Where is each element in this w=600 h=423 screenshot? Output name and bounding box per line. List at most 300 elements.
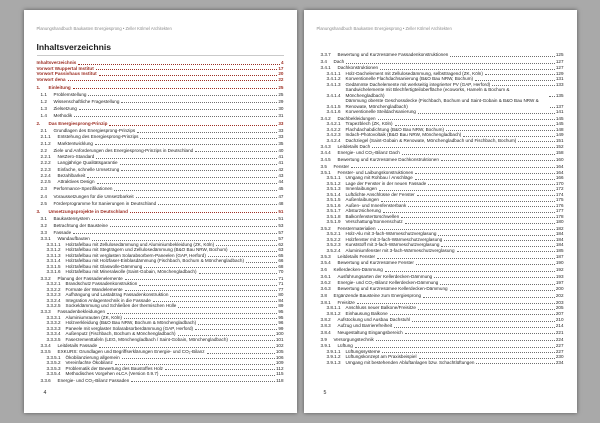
- toc-entry-number: 3.8.4: [320, 329, 331, 335]
- toc-entry[interactable]: [37, 179, 284, 185]
- toc-entry-label: Außen- und Innenfensterbank: [345, 202, 407, 208]
- toc-entry-label: Bewertung und Kurzresümee Dachkonstruktionen: [337, 156, 439, 162]
- toc-entry-number: 3.3.1.5: [46, 263, 61, 269]
- toc-leader-dots: [88, 95, 277, 96]
- toc-entry-label: Performance-Spezifikationen: [53, 186, 113, 192]
- toc-leader-dots: [170, 296, 277, 297]
- toc-leader-dots: [73, 233, 277, 234]
- toc-entry[interactable]: [317, 157, 564, 163]
- toc-entry[interactable]: [317, 337, 564, 343]
- toc-leader-dots: [463, 136, 554, 137]
- toc-leader-dots: [165, 369, 275, 370]
- toc-leader-dots: [441, 246, 554, 247]
- toc-entry[interactable]: [37, 128, 284, 134]
- toc-leader-dots: [418, 113, 555, 114]
- toc-leader-dots: [99, 347, 275, 348]
- toc-entry-number: 3.3.1.1: [46, 241, 61, 247]
- toc-leader-dots: [92, 219, 278, 220]
- toc-entry-page: 45: [278, 186, 284, 192]
- toc-entry[interactable]: [37, 337, 284, 343]
- toc-entry-page: 187: [555, 254, 564, 260]
- toc-entry-label: Lüftungskonzept am Praxisbeispiel: [345, 354, 417, 360]
- toc-leader-dots: [195, 151, 277, 152]
- toc-leader-dots: [121, 170, 277, 171]
- toc-entry-label: Ausführungsarten der Kellerdecken-Dämmung: [337, 273, 433, 279]
- toc-entry-number: 3.5.1.1: [326, 175, 341, 181]
- toc-entry-number: 3.4.2.2: [326, 126, 341, 132]
- toc-leader-dots: [78, 64, 280, 65]
- toc-entry-label: Aufhängung und Lastabtrag Fassadenkonstruktion: [65, 292, 169, 298]
- toc-leader-dots: [383, 212, 555, 213]
- toc-leader-dots: [87, 177, 277, 178]
- toc-entry[interactable]: [37, 99, 284, 105]
- toc-entry-page: 190: [555, 260, 564, 266]
- toc-entry[interactable]: [317, 267, 564, 273]
- toc-entry-label: Trapezblech (ZK, Köln): [345, 121, 393, 127]
- toc-entry[interactable]: [37, 194, 284, 200]
- toc-entry-number: 3.4.2: [320, 115, 331, 121]
- toc-entry-label: Aluminiumfenster mit 3-fach-Wärmeschutzverglasung: [345, 247, 455, 253]
- toc-entry[interactable]: [317, 260, 564, 266]
- toc-leader-dots: [199, 273, 278, 274]
- toc-entry[interactable]: [37, 113, 284, 119]
- toc-entry-page: 145: [555, 121, 564, 127]
- toc-entry[interactable]: [37, 173, 284, 179]
- toc-entry-number: 3.5.1.4: [326, 191, 341, 197]
- toc-entry[interactable]: [37, 160, 284, 166]
- toc-entry[interactable]: [37, 186, 284, 192]
- toc-entry-number: 3.: [36, 208, 41, 214]
- toc-entry-page: 166: [555, 175, 564, 181]
- toc-entry-page: 20: [278, 71, 284, 76]
- toc-leader-dots: [441, 160, 555, 161]
- toc-entry-number: 1.4: [40, 112, 47, 118]
- toc-entry-number: 3.2: [40, 222, 47, 228]
- toc-leader-dots: [178, 335, 275, 336]
- toc-entry-number: 3.5.1: [320, 169, 331, 175]
- toc-entry-number: 1.1: [40, 91, 47, 97]
- toc-entry[interactable]: [317, 360, 564, 366]
- toc-entry-number: 3.4.2.1: [326, 121, 341, 127]
- toc-entry[interactable]: [317, 280, 564, 286]
- toc-entry[interactable]: [37, 148, 284, 154]
- toc-entry-label: Außenlaibungen: [345, 197, 379, 203]
- toc-leader-dots: [73, 88, 278, 89]
- page-number-right: 5: [323, 390, 327, 396]
- toc-entry-label: Bezahlbarkeit: [57, 173, 86, 179]
- toc-entry-page: 109: [275, 360, 284, 366]
- toc-entry-number: 3.5.4: [320, 260, 331, 266]
- toc-entry[interactable]: [37, 141, 284, 147]
- toc-entry[interactable]: [37, 201, 284, 207]
- toc-entry-page: 178: [555, 213, 564, 219]
- toc-leader-dots: [376, 340, 555, 341]
- toc-leader-dots: [107, 313, 277, 314]
- toc-entry-number: 3.3.1.2: [46, 247, 61, 253]
- toc-entry-page: 68: [278, 263, 284, 269]
- toc-entry-page: 184: [555, 231, 564, 237]
- toc-entry[interactable]: [317, 59, 564, 65]
- toc-entry-label: Holz-Alu mit 3-fach-Wärmeschutzverglasung: [345, 231, 437, 237]
- toc-leader-dots: [446, 130, 555, 131]
- page-left: [24, 10, 297, 413]
- toc-entry[interactable]: [317, 164, 564, 170]
- toc-leader-dots: [357, 303, 555, 304]
- toc-entry-number: 3.5.1.2: [326, 180, 341, 186]
- toc-leader-dots: [110, 226, 277, 227]
- toc-entry-page: 51: [278, 215, 284, 221]
- toc-leader-dots: [97, 183, 278, 184]
- toc-list-right: [317, 52, 564, 365]
- toc-entry-number: 3.5.2.4: [326, 247, 341, 253]
- toc-entry-page: 57: [278, 236, 284, 242]
- toc-entry-page: 174: [555, 191, 564, 197]
- toc-entry-number: 1.: [36, 84, 41, 90]
- toc-leader-dots: [114, 190, 277, 191]
- toc-entry-number: 3.3.3.4: [46, 331, 61, 337]
- toc-entry[interactable]: [37, 223, 284, 229]
- toc-entry-page: 224: [555, 336, 564, 342]
- toc-leader-dots: [125, 290, 278, 291]
- toc-entry-number: 2.2.5: [40, 179, 51, 185]
- running-header: Planungshandbuch Baukasten Energiesprong • Zeller Kölmel Architekten: [316, 26, 452, 31]
- toc-entry-page: 164: [555, 163, 564, 169]
- toc-entry-number: 2.1.2: [40, 140, 51, 146]
- toc-leader-dots: [125, 279, 278, 280]
- toc-entry-label: Brandschutz Fassadenkonstruktion: [65, 281, 138, 287]
- toc-entry-number: 3.4.2.4: [326, 137, 341, 143]
- toc-entry-page: 31: [278, 112, 284, 118]
- toc-entry-number: 2.2.3: [40, 166, 51, 172]
- toc-leader-dots: [96, 158, 277, 159]
- toc-entry-page: 40: [278, 147, 284, 153]
- toc-leader-dots: [440, 284, 554, 285]
- toc-leader-dots: [130, 212, 277, 213]
- toc-entry-label: Bewertung und Kurzresümee Fassadenkonstruktionen: [337, 52, 449, 57]
- toc-entry-label: Vorwort Wuppertal Institut: [36, 65, 94, 71]
- toc-leader-dots: [140, 138, 277, 139]
- toc-entry[interactable]: [317, 330, 564, 336]
- toc-entry-number: 3.4.1.1: [326, 70, 341, 76]
- toc-entry[interactable]: [317, 293, 564, 299]
- toc-entry-number: 3.3.5: [40, 349, 51, 355]
- toc-entry-page: 214: [555, 323, 564, 329]
- toc-leader-dots: [99, 75, 278, 76]
- toc-entry-page: 177: [555, 208, 564, 214]
- toc-entry-label: Vorwort Passivhaus Institut: [36, 71, 97, 76]
- toc-leader-dots: [92, 240, 278, 241]
- toc-entry-page: 51: [278, 208, 284, 214]
- toc-leader-dots: [131, 381, 275, 382]
- toc-entry-number: 3.4.1: [320, 65, 331, 71]
- toc-leader-dots: [417, 195, 555, 196]
- toc-entry-number: 3.5.2: [320, 225, 331, 231]
- toc-entry-number: 3.8.2: [320, 317, 331, 323]
- toc-leader-dots: [476, 363, 554, 364]
- toc-leader-dots: [124, 318, 277, 319]
- toc-leader-dots: [438, 235, 554, 236]
- toc-entry-label: Vorwort dena: [36, 76, 66, 82]
- toc-entry-label: Fenster- und Laibungskonstruktionen: [337, 169, 414, 175]
- toc-entry[interactable]: [37, 216, 284, 222]
- toc-entry-label: Lage der Fenster in der neuen Fassade: [345, 180, 427, 186]
- toc-entry-label: Vereinfachte Ökobilanz: [65, 360, 113, 366]
- toc-entry-label: Bewertung und Kurzresümee Kellerdecken-Dämmung: [337, 286, 448, 292]
- toc-entry-label: Fenster: [333, 163, 350, 169]
- toc-entry-number: 3.4.3: [320, 143, 331, 149]
- toc-entry-label: Sandwichelemente mit Blechfertigteiloberfläche (ecoworks, Hameln & Bochum & Mönchengladbach): [345, 87, 510, 98]
- toc-entry-number: 3.8: [320, 293, 327, 299]
- toc-entry[interactable]: [317, 254, 564, 260]
- toc-entry-page: 129: [555, 70, 564, 76]
- toc-entry-page: 48: [278, 200, 284, 206]
- toc-entry-label: Inhaltsverzeichnis: [36, 60, 77, 65]
- toc-entry-page: 112: [276, 365, 284, 371]
- toc-entry-label: Absturzsicherung: [345, 208, 381, 214]
- toc-entry-label: Methodisches Vorgehen eLCA (Version 0.9.7): [65, 371, 159, 377]
- toc-entry[interactable]: [37, 134, 284, 140]
- toc-entry-page: 227: [555, 343, 564, 349]
- toc-entry-page: 106: [275, 354, 284, 360]
- toc-entry-label: Wandaufbauten: [57, 236, 90, 242]
- toc-leader-dots: [74, 116, 277, 117]
- toc-entry-page: 145: [555, 115, 564, 121]
- toc-leader-dots: [198, 324, 277, 325]
- toc-entry-page: 160: [555, 156, 564, 162]
- toc-leader-dots: [230, 251, 278, 252]
- toc-entry-number: 3.9.1: [320, 343, 331, 349]
- toc-entry-label: Konventionelle Steildachsanierung: [345, 109, 416, 115]
- toc-entry-page: 77: [278, 286, 284, 292]
- toc-entry-page: 33: [278, 121, 284, 127]
- toc-entry-page: 203: [555, 299, 564, 305]
- toc-entry-number: 3.4.1.3: [326, 81, 341, 87]
- toc-entry-page: 62: [278, 241, 284, 247]
- toc-leader-dots: [208, 256, 278, 257]
- toc-entry-label: Energie- und CO₂-Bilanz Kellerdecken-Dämmung: [337, 280, 439, 286]
- toc-entry-number: 3.8.3: [320, 323, 331, 329]
- toc-entry-number: 3.5.2.3: [326, 242, 341, 248]
- toc-leader-dots: [109, 125, 277, 126]
- toc-entry-number: 3.8.1.2: [326, 310, 341, 316]
- toc-entry-number: 2.4: [40, 193, 47, 199]
- toc-entry-page: 43: [278, 173, 284, 179]
- toc-entry[interactable]: [317, 87, 564, 98]
- toc-entry-page: 230: [555, 354, 564, 360]
- toc-entry-number: 2.1.1: [40, 134, 51, 140]
- toc-entry[interactable]: [317, 138, 564, 144]
- toc-leader-dots: [405, 333, 555, 334]
- toc-entry-label: Holz-Dachelement mit Zellulosedämmung, selbsttragend (ZK, Köln): [345, 70, 483, 76]
- toc-entry-label: Langjährige Qualitätsgarantie: [57, 160, 118, 166]
- toc-entry-page: 158: [555, 150, 564, 156]
- toc-entry-label: Holztafelbau mit verglasten Solarabsorbern-Paneelen (GAP, Herford): [65, 252, 206, 258]
- toc-leader-dots: [139, 285, 277, 286]
- toc-leader-dots: [518, 141, 554, 142]
- toc-leader-dots: [95, 144, 277, 145]
- toc-entry-label: Holztafelbau mit Zellulosedämmung und Aluminiumbekleidung (ZK, Köln): [65, 241, 215, 247]
- toc-entry[interactable]: [317, 150, 564, 156]
- toc-entry[interactable]: [37, 303, 284, 309]
- toc-entry-number: 2.1: [40, 128, 47, 134]
- toc-entry-label: Einleitung: [48, 84, 71, 90]
- toc-leader-dots: [492, 85, 555, 86]
- toc-entry[interactable]: [37, 167, 284, 173]
- toc-entry-page: 131: [555, 76, 564, 82]
- toc-entry-label: Zielsetzung: [53, 105, 77, 111]
- toc-entry-number: 3.4.1.6: [326, 109, 341, 115]
- toc-entry-number: 3.4.1.4: [326, 92, 341, 98]
- toc-entry[interactable]: [37, 371, 284, 377]
- toc-entry-number: 3.4.1.5: [326, 103, 341, 109]
- toc-entry[interactable]: [317, 311, 564, 317]
- toc-entry-page: 202: [555, 293, 564, 299]
- toc-entry-label: Attraktives Design: [57, 179, 95, 185]
- toc-entry-label: Voraussetzungen für die Umsetzbarkeit: [53, 193, 134, 199]
- toc-entry-page: 205: [555, 305, 564, 311]
- toc-entry[interactable]: [317, 323, 564, 329]
- toc-entry-number: 2.3: [40, 186, 47, 192]
- page-number-left: 4: [43, 390, 47, 396]
- toc-leader-dots: [382, 352, 555, 353]
- toc-entry-label: Balkonfenstertürschwellen: [345, 213, 400, 219]
- toc-entry-page: 164: [555, 169, 564, 175]
- toc-entry-label: Betrachtung der Bausteine: [53, 222, 108, 228]
- toc-entry-label: Problematik der Bewertung des Baustoffes Holz: [65, 365, 163, 371]
- toc-entry-page: 170: [555, 180, 564, 186]
- toc-entry[interactable]: [317, 52, 564, 58]
- toc-leader-dots: [79, 109, 277, 110]
- toc-entry[interactable]: [317, 219, 564, 225]
- toc-entry-page: 193: [555, 273, 564, 279]
- toc-entry-label: Dämmung oberste Geschossdecke (Fischbach, Bochum und Saint-Gobain & B&O Bau NRW & Renowate, Mönchengladbach): [345, 98, 539, 109]
- toc-entry-number: 3.5.1.3: [326, 186, 341, 192]
- toc-leader-dots: [385, 271, 555, 272]
- toc-entry-page: 133: [555, 81, 564, 87]
- toc-entry[interactable]: [37, 269, 284, 275]
- toc-entry[interactable]: [37, 106, 284, 112]
- toc-entry-page: 141: [555, 109, 564, 115]
- toc-entry-label: Grundlagen des Energiesprong-Prinzips: [53, 128, 136, 134]
- toc-entry-label: Ergänzende Bausteine zum Energiesprong: [333, 293, 422, 299]
- toc-entry[interactable]: [317, 98, 564, 109]
- toc-entry-label: Wissenschaftliche Fragestellung: [53, 98, 120, 104]
- toc-entry-label: Außenputz (Fischbach, Bochum & Mönchengladbach): [65, 331, 176, 337]
- toc-leader-dots: [246, 262, 277, 263]
- toc-entry-page: 65: [278, 252, 284, 258]
- toc-entry-label: Energie- und CO₂-Bilanz Dach: [337, 150, 400, 156]
- toc-entry-label: Ziele und Anforderungen des Energiesprong-Prinzips in Deutschland: [53, 147, 194, 153]
- toc-entry-number: 3.5.1.8: [326, 213, 341, 219]
- toc-entry-page: 22: [278, 76, 284, 82]
- toc-entry-page: 35: [278, 140, 284, 146]
- toc-entry[interactable]: [317, 317, 564, 323]
- toc-entry[interactable]: [37, 343, 284, 349]
- toc-entry-page: 118: [276, 377, 284, 383]
- toc-leader-dots: [408, 206, 555, 207]
- toc-entry-number: 3.6.1: [320, 273, 331, 279]
- toc-leader-dots: [377, 258, 555, 259]
- toc-entry-label: Holzfenster mit 3-fach-Wärmeschutzverglasung: [345, 236, 443, 242]
- toc-leader-dots: [230, 340, 275, 341]
- toc-entry-label: Sockeldämmung und Schließen der thermischen Hülle: [65, 303, 177, 309]
- toc-leader-dots: [423, 297, 555, 298]
- toc-entry-label: Fenstermaterialien: [337, 225, 376, 231]
- toc-entry-number: 3.3.5.2: [46, 360, 61, 366]
- toc-entry-label: Innenlaibungen: [345, 186, 377, 192]
- toc-entry-page: 151: [555, 137, 564, 143]
- toc-entry-page: 127: [555, 65, 564, 71]
- toc-entry-number: 3.5: [320, 163, 327, 169]
- toc-entry-number: 2.2: [40, 147, 47, 153]
- toc-entry-page: 53: [278, 222, 284, 228]
- toc-entry-number: 3.3.2.1: [46, 281, 61, 287]
- toc-leader-dots: [416, 264, 555, 265]
- toc-entry-number: 3.9: [320, 336, 327, 342]
- toc-entry-page: 95: [278, 309, 284, 315]
- toc-leader-dots: [372, 147, 555, 148]
- toc-entry[interactable]: [317, 248, 564, 254]
- toc-entry-label: Holzverkleidung (B&O Bau NRW, Bochum & Mönchengladbach): [65, 320, 197, 326]
- toc-entry-number: 3.3.5.1: [46, 354, 61, 360]
- toc-entry-page: 57: [278, 229, 284, 235]
- toc-entry-label: Holztafelbau mit Mineralwolle (Saint-Gobain, Mönchengladbach): [65, 269, 197, 275]
- toc-entry-number: 3.4.2.3: [326, 132, 341, 138]
- toc-entry-number: 3.9.1.3: [326, 359, 341, 365]
- toc-entry-page: 70: [278, 269, 284, 275]
- toc-entry-number: 3.3.1: [40, 236, 51, 242]
- toc-entry[interactable]: [317, 144, 564, 150]
- toc-entry-label: Lüftung: [337, 343, 353, 349]
- toc-leader-dots: [137, 132, 277, 133]
- toc-entry-number: 3.3.1.3: [46, 252, 61, 258]
- toc-leader-dots: [550, 107, 555, 108]
- toc-entry[interactable]: [37, 77, 284, 83]
- toc-entry-label: Dachbekleidungen: [337, 115, 376, 121]
- toc-leader-dots: [394, 327, 555, 328]
- toc-leader-dots: [390, 314, 555, 315]
- toc-leader-dots: [419, 358, 555, 359]
- toc-entry-number: 3.5.1.5: [326, 197, 341, 203]
- toc-entry[interactable]: [37, 209, 284, 215]
- toc-entry[interactable]: [37, 378, 284, 384]
- toc-entry[interactable]: [37, 121, 284, 127]
- toc-entry[interactable]: [37, 92, 284, 98]
- toc-entry[interactable]: [317, 109, 564, 115]
- toc-entry-page: 221: [555, 329, 564, 335]
- toc-entry-label: Marktentwicklung: [57, 140, 93, 146]
- toc-entry[interactable]: [37, 230, 284, 236]
- toc-entry[interactable]: [37, 85, 284, 91]
- toc-entry-label: Anschluss neuer Balkone/Freisitze: [345, 305, 416, 311]
- toc-entry-page: 152: [555, 143, 564, 149]
- toc-entry-number: 3.9.1.1: [326, 348, 341, 354]
- toc-entry[interactable]: [317, 286, 564, 292]
- toc-entry-label: Fassade: [53, 229, 72, 235]
- toc-entry-page: 17: [278, 65, 284, 71]
- toc-entry[interactable]: [37, 154, 284, 160]
- toc-entry-label: Integration Anlagentechnik in die Fassade: [65, 297, 151, 303]
- toc-entry-number: 3.4.4: [320, 150, 331, 156]
- toc-entry[interactable]: [317, 274, 564, 280]
- page-title: Inhaltsverzeichnis: [37, 43, 284, 56]
- toc-entry-number: 3.3.2: [40, 275, 51, 281]
- toc-entry-page: 42: [278, 166, 284, 172]
- toc-entry-page: 80: [278, 292, 284, 298]
- toc-entry-number: 3.3.6: [40, 377, 51, 383]
- toc-entry-page: 100: [275, 331, 284, 337]
- toc-entry-label: Konventionelle Flachdachsanierung (B&O Bau NRW, Bochum): [345, 76, 474, 82]
